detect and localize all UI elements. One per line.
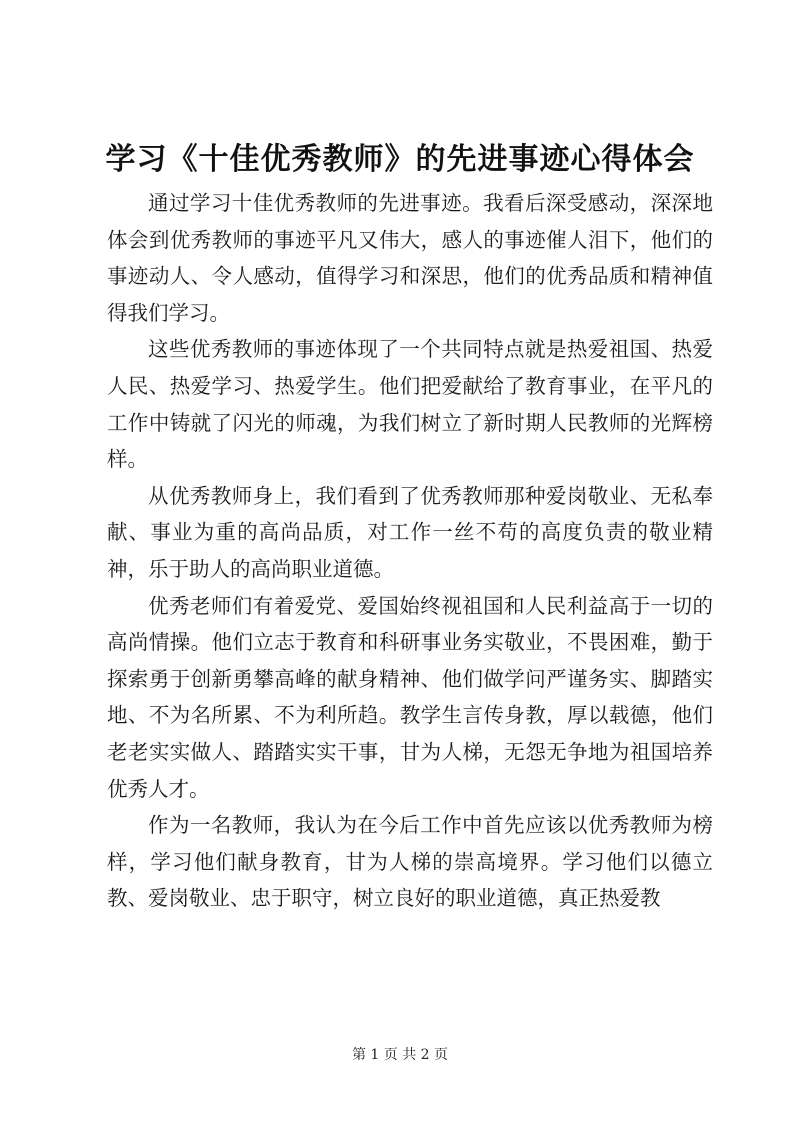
paragraph-5: 作为一名教师，我认为在今后工作中首先应该以优秀教师为榜样，学习他们献身教育，甘为人梯的崇高境界。学习他们以德立教、爱岗敬业、忠于职守，树立良好的职业道德，真正热爱教 bbox=[107, 813, 713, 911]
page-footer: 第 1 页 共 2 页 bbox=[351, 1047, 449, 1063]
paragraph-4: 优秀老师们有着爱党、爱国始终视祖国和人民利益高于一切的高尚情操。他们立志于教育和科研事业务实敬业，不畏困难，勤于探索勇于创新勇攀高峰的献身精神、他们做学问严谨务实、脚踏实地、不为名所累、不为利所趋。教学生言传身教，厚以载德，他们老老实实做人、踏踏实实干事，甘为人梯，无怨无争地为祖国培养优秀人才。 bbox=[107, 593, 713, 801]
document-title: 学习《十佳优秀教师》的先进事迹心得体会 bbox=[105, 142, 695, 177]
paragraph-2: 这些优秀教师的事迹体现了一个共同特点就是热爱祖国、热爱人民、热爱学习、热爱学生。他们把爱献给了教育事业，在平凡的工作中铸就了闪光的师魂，为我们树立了新时期人民教师的光辉榜样。 bbox=[107, 337, 713, 472]
paragraph-3: 从优秀教师身上，我们看到了优秀教师那种爱岗敬业、无私奉献、事业为重的高尚品质，对工作一丝不苟的高度负责的敬业精神，乐于助人的高尚职业道德。 bbox=[107, 483, 713, 581]
document-body bbox=[107, 185, 713, 917]
paragraph-1: 通过学习十佳优秀教师的先进事迹。我看后深受感动，深深地体会到优秀教师的事迹平凡又伟大，感人的事迹催人泪下，他们的事迹动人、令人感动，值得学习和深思，他们的优秀品质和精神值得我们学习。 bbox=[107, 191, 713, 325]
